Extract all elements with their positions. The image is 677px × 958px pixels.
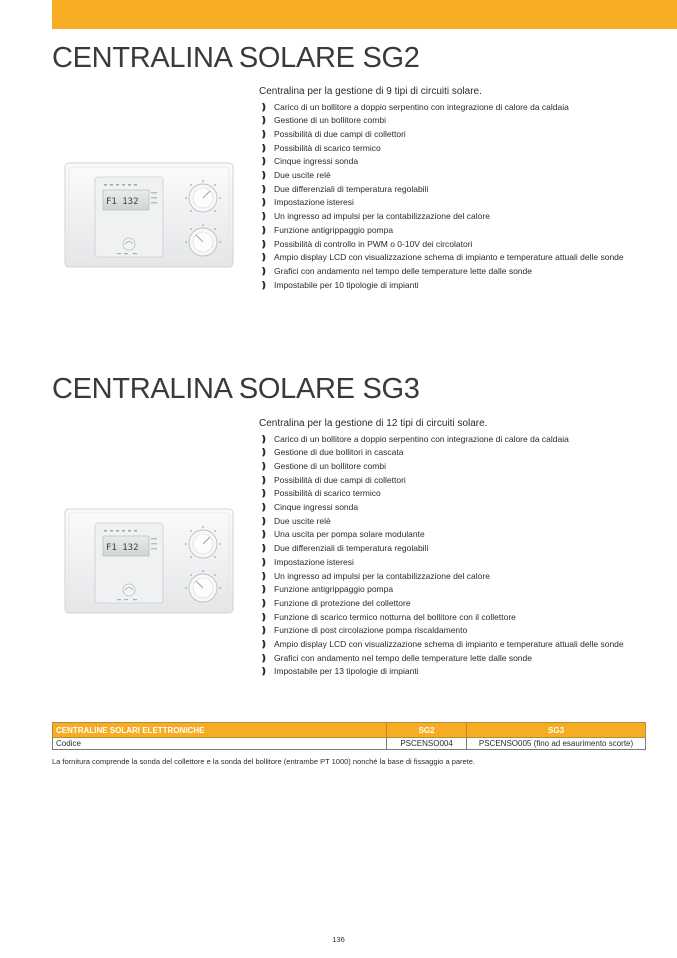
- bullet-icon: ❫: [260, 101, 268, 112]
- feature-item: ❫ Impostabile per 10 tipologie di impianti: [260, 279, 419, 290]
- feature-list-sg2: [259, 102, 645, 290]
- section-title-sg3: CENTRALINA SOLARE SG3: [52, 373, 420, 405]
- bullet-icon: ❫: [260, 543, 268, 554]
- bullet-icon: ❫: [260, 529, 268, 540]
- feature-item: ❫ Ampio display LCD con visualizzazione schema di impianto e temperature attuali delle sonde: [260, 252, 624, 263]
- feature-item: ❫ Gestione di un bollitore combi: [260, 460, 386, 471]
- feature-item: ❫ Due uscite relè: [260, 515, 331, 526]
- page-number: 136: [332, 935, 345, 944]
- feature-item: ❫ Impostabile per 13 tipologie di impianti: [260, 666, 419, 677]
- feature-item: ❫ Funzione di protezione del collettore: [260, 597, 411, 608]
- bullet-icon: ❫: [260, 238, 268, 249]
- feature-item: ❫ Cinque ingressi sonda: [260, 156, 359, 167]
- bullet-icon: ❫: [260, 639, 268, 650]
- lcd-readout: F1 132: [106, 197, 139, 207]
- bullet-icon: ❫: [260, 115, 268, 126]
- bullet-icon: ❫: [260, 170, 268, 181]
- bullet-icon: ❫: [260, 611, 268, 622]
- table-header-cell: SG3: [467, 723, 646, 738]
- feature-block-sg2: [259, 85, 645, 290]
- bullet-icon: ❫: [260, 128, 268, 139]
- feature-item: ❫ Grafici con andamento nel tempo delle temperature lette dalle sonde: [260, 652, 532, 663]
- bullet-icon: ❫: [260, 460, 268, 471]
- bullet-icon: ❫: [260, 224, 268, 235]
- feature-item: ❫ Due uscite relè: [260, 170, 331, 181]
- bullet-icon: ❫: [260, 570, 268, 581]
- feature-item: ❫ Cinque ingressi sonda: [260, 502, 359, 513]
- bullet-icon: ❫: [260, 279, 268, 290]
- feature-item: ❫ Impostazione isteresi: [260, 197, 354, 208]
- bullet-icon: ❫: [260, 183, 268, 194]
- table-cell: PSCENSO005 (fino ad esaurimento scorte): [467, 738, 646, 750]
- table-cell: Codice: [53, 738, 387, 750]
- intro-text-sg2: Centralina per la gestione di 9 tipi di circuiti solare.: [259, 86, 482, 97]
- feature-item: ❫ Carico di un bollitore a doppio serpentino con integrazione di calore da caldaia: [260, 101, 569, 112]
- feature-item: ❫ Due differenziali di temperatura regolabili: [260, 183, 429, 194]
- table-row: [53, 738, 646, 750]
- controller-image-sg3: [63, 506, 235, 616]
- bullet-icon: ❫: [260, 474, 268, 485]
- feature-item: ❫ Possibilità di scarico termico: [260, 488, 381, 499]
- feature-item: ❫ Un ingresso ad impulsi per la contabilizzazione del calore: [260, 570, 490, 581]
- bullet-icon: ❫: [260, 156, 268, 167]
- bullet-icon: ❫: [260, 584, 268, 595]
- section-title-sg2: CENTRALINA SOLARE SG2: [52, 42, 420, 74]
- feature-item: ❫ Possibilità di scarico termico: [260, 142, 381, 153]
- feature-item: ❫ Grafici con andamento nel tempo delle temperature lette dalle sonde: [260, 265, 532, 276]
- feature-item: ❫ Gestione di due bollitori in cascata: [260, 447, 404, 458]
- bullet-icon: ❫: [260, 252, 268, 263]
- feature-block-sg3: [259, 417, 645, 677]
- controller-image-sg2: [63, 160, 235, 270]
- product-code-table: [52, 722, 646, 750]
- bullet-icon: ❫: [260, 433, 268, 444]
- feature-item: ❫ Funzione antigrippaggio pompa: [260, 224, 394, 235]
- bullet-icon: ❫: [260, 556, 268, 567]
- bullet-icon: ❫: [260, 666, 268, 677]
- feature-item: ❫ Funzione di scarico termico notturna del bollitore con il collettore: [260, 611, 516, 622]
- feature-item: ❫ Ampio display LCD con visualizzazione schema di impianto e temperature attuali delle sonde: [260, 639, 624, 650]
- feature-item: ❫ Possibilità di due campi di collettori: [260, 474, 406, 485]
- feature-item: ❫ Un ingresso ad impulsi per la contabilizzazione del calore: [260, 211, 490, 222]
- bullet-icon: ❫: [260, 197, 268, 208]
- table-header-cell: SG2: [387, 723, 467, 738]
- feature-item: ❫ Possibilità di controllo in PWM o 0-10V dei circolatori: [260, 238, 473, 249]
- bullet-icon: ❫: [260, 447, 268, 458]
- feature-item: ❫ Impostazione isteresi: [260, 556, 354, 567]
- table-cell: PSCENSO004: [387, 738, 467, 750]
- table-header-row: [53, 723, 646, 738]
- bullet-icon: ❫: [260, 211, 268, 222]
- bullet-icon: ❫: [260, 265, 268, 276]
- feature-item: ❫ Funzione di post circolazione pompa riscaldamento: [260, 625, 468, 636]
- lcd-readout: F1 132: [106, 543, 139, 553]
- bullet-icon: ❫: [260, 488, 268, 499]
- bullet-icon: ❫: [260, 597, 268, 608]
- table-header-cell: CENTRALINE SOLARI ELETTRONICHE: [53, 723, 387, 738]
- bullet-icon: ❫: [260, 502, 268, 513]
- feature-item: ❫ Funzione antigrippaggio pompa: [260, 584, 394, 595]
- feature-list-sg3: [259, 434, 645, 677]
- feature-item: ❫ Due differenziali di temperatura regolabili: [260, 543, 429, 554]
- footnote: La fornitura comprende la sonda del collettore e la sonda del bollitore (entrambe PT 1000) nonché la base di fissaggio a parete.: [52, 757, 476, 766]
- feature-item: ❫ Carico di un bollitore a doppio serpentino con integrazione di calore da caldaia: [260, 433, 569, 444]
- intro-text-sg3: Centralina per la gestione di 12 tipi di circuiti solare.: [259, 418, 488, 429]
- bullet-icon: ❫: [260, 515, 268, 526]
- bullet-icon: ❫: [260, 625, 268, 636]
- feature-item: ❫ Possibilità di due campi di collettori: [260, 128, 406, 139]
- bullet-icon: ❫: [260, 652, 268, 663]
- feature-item: ❫ Gestione di un bollitore combi: [260, 115, 386, 126]
- bullet-icon: ❫: [260, 142, 268, 153]
- feature-item: ❫ Una uscita per pompa solare modulante: [260, 529, 425, 540]
- header-accent-bar: [52, 0, 677, 29]
